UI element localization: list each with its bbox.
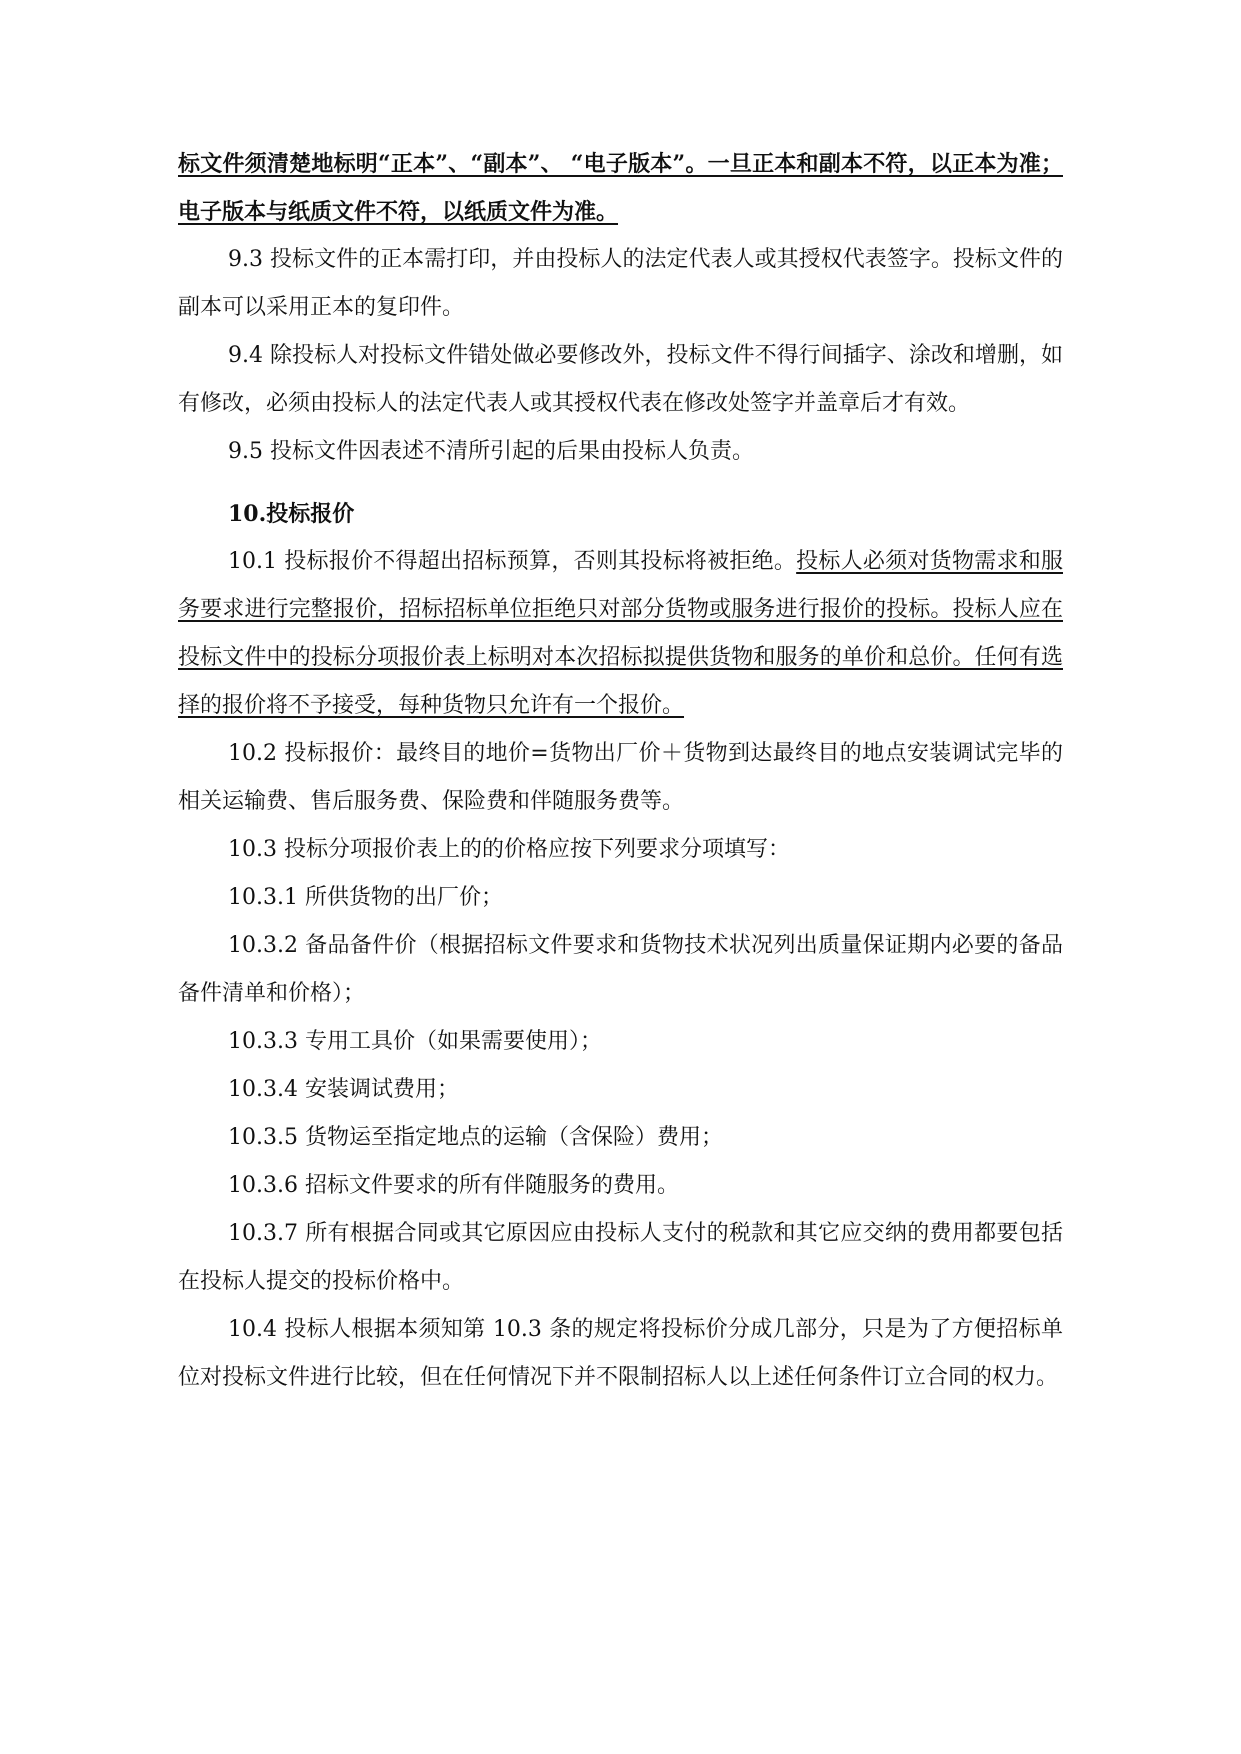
paragraph-9-4: 9.4 除投标人对投标文件错处做必要修改外，投标文件不得行间插字、涂改和增删，如有修改，必须由投标人的法定代表人或其授权代表在修改处签字并盖章后才有效。 bbox=[178, 343, 1063, 416]
paragraph-10-1-plain: 10.1 投标报价不得超出招标预算，否则其投标将被拒绝。 bbox=[228, 549, 797, 574]
paragraph-10-3-5: 10.3.5 货物运至指定地点的运输（含保险）费用； bbox=[228, 1125, 723, 1150]
paragraph-9-5: 9.5 投标文件因表述不清所引起的后果由投标人负责。 bbox=[228, 439, 754, 464]
paragraph-10-3-1: 10.3.1 所供货物的出厂价； bbox=[228, 885, 503, 910]
paragraph-10-1-underlined: 投标人必须对货物需求和服务要求进行完整报价，招标招标单位拒绝只对部分货物或服务进行报价的投标。投标人应在投标文件中的投标分项报价表上标明对本次招标拟提供货物和服务的单价和总价。任何有选择的报价将不予接受，每种货物只允许有一个报价。 bbox=[178, 549, 1063, 718]
paragraph-10-3-7: 10.3.7 所有根据合同或其它原因应由投标人支付的税款和其它应交纳的费用都要包括在投标人提交的投标价格中。 bbox=[178, 1221, 1063, 1294]
paragraph-10-3: 10.3 投标分项报价表上的的价格应按下列要求分项填写： bbox=[228, 837, 790, 862]
paragraph-10-4: 10.4 投标人根据本须知第 10.3 条的规定将投标价分成几部分，只是为了方便招标单位对投标文件进行比较，但在任何情况下并不限制招标人以上述任何条件订立合同的权力。 bbox=[178, 1317, 1063, 1390]
paragraph-10-3-4: 10.3.4 安装调试费用； bbox=[228, 1077, 459, 1102]
paragraph-10-1 bbox=[178, 538, 1063, 730]
paragraph-9-3: 9.3 投标文件的正本需打印，并由投标人的法定代表人或其授权代表签字。投标文件的副本可以采用正本的复印件。 bbox=[178, 247, 1063, 320]
section-heading-10: 10.投标报价 bbox=[228, 501, 355, 527]
paragraph-10-2: 10.2 投标报价：最终目的地价=货物出厂价＋货物到达最终目的地点安装调试完毕的相关运输费、售后服务费、保险费和伴随服务费等。 bbox=[178, 741, 1063, 814]
paragraph-10-3-3: 10.3.3 专用工具价（如果需要使用）； bbox=[228, 1029, 602, 1054]
document-page bbox=[178, 140, 1063, 1402]
paragraph-9-2-continuation: 标文件须清楚地标明“正本”、“副本”、 “电子版本”。一旦正本和副本不符，以正本为准；电子版本与纸质文件不符，以纸质文件为准。 bbox=[178, 151, 1063, 225]
paragraph-10-3-2: 10.3.2 备品备件价（根据招标文件要求和货物技术状况列出质量保证期内必要的备品备件清单和价格）； bbox=[178, 933, 1063, 1006]
paragraph-10-3-6: 10.3.6 招标文件要求的所有伴随服务的费用。 bbox=[228, 1173, 679, 1198]
